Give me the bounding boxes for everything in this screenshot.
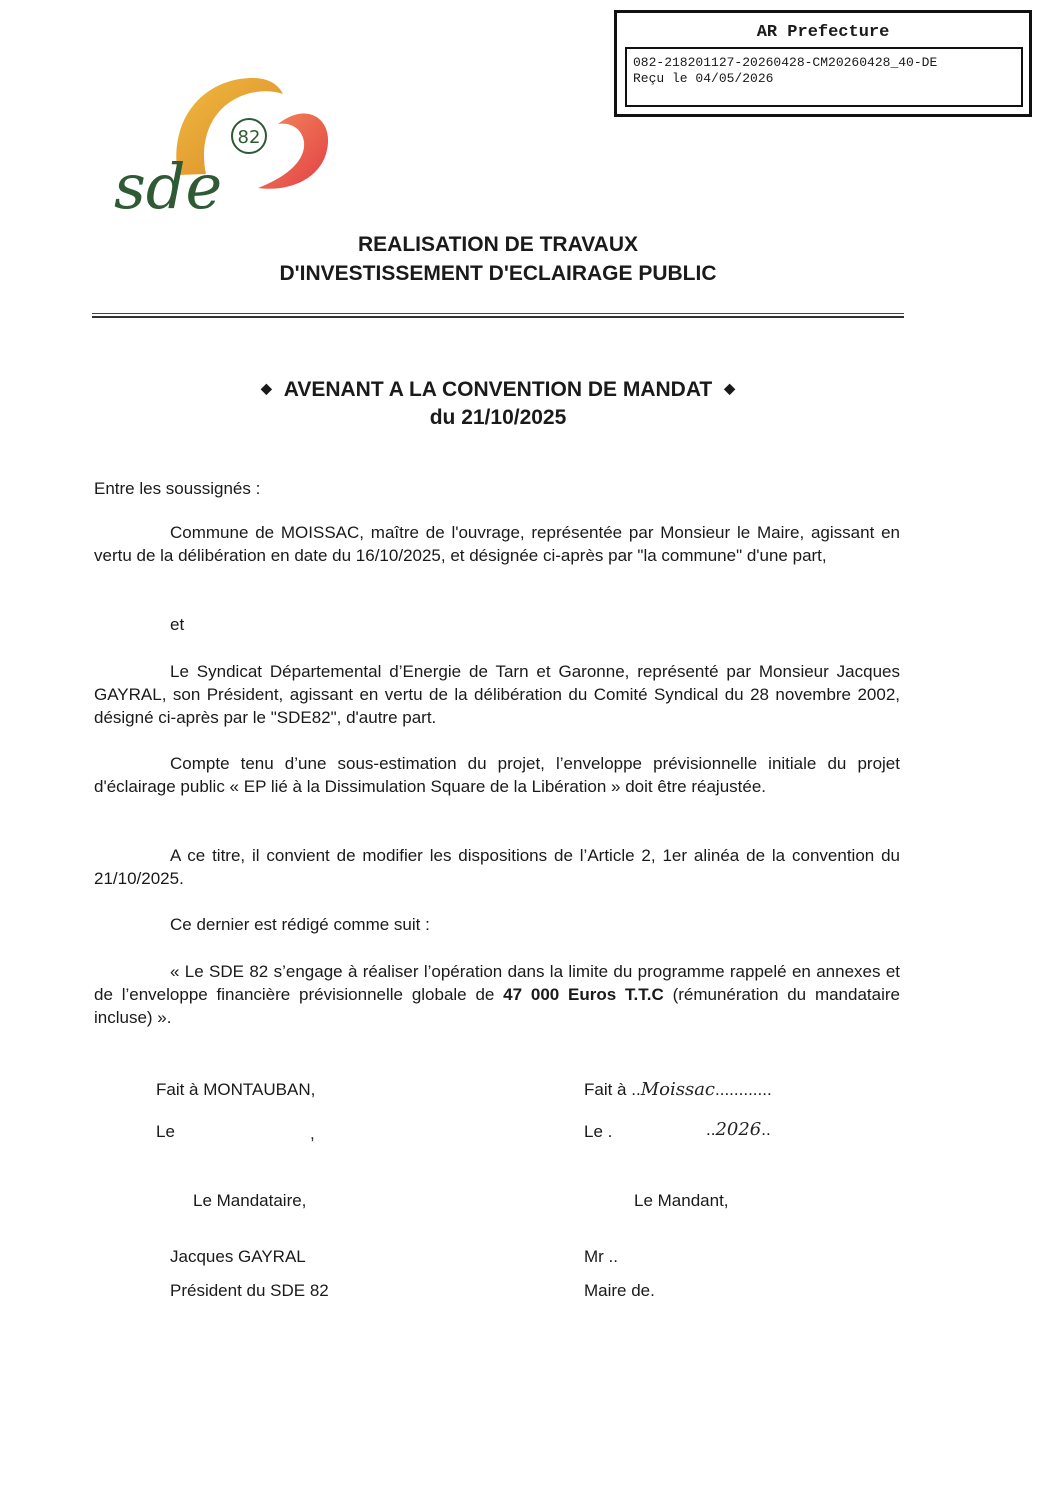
stamp-reference-box [625, 47, 1023, 107]
logo-sde-text: sde [114, 150, 223, 220]
intro-text: Entre les soussignés : [94, 479, 261, 498]
diamond-bullet-icon: ◆ [724, 380, 736, 396]
amended-clause [94, 960, 900, 1029]
context-paragraph: Compte tenu d’une sous-estimation du projet, l’enveloppe prévisionnelle initiale du projet d'éclairage public « EP lié à la Dissimulation Square de la Libération » doit être réajustée. [94, 754, 900, 796]
right-signatory-name: Mr .. [584, 1247, 618, 1266]
ar-prefecture-stamp [614, 10, 1032, 117]
right-signatory-title: Maire de. [584, 1281, 655, 1300]
logo-number: 82 [237, 127, 261, 148]
sde82-logo [108, 70, 338, 220]
left-signatory-name: Jacques GAYRAL [170, 1247, 306, 1266]
right-role: Le Mandant, [634, 1191, 729, 1210]
stamp-title: AR Prefecture [756, 23, 890, 42]
title-divider [92, 313, 904, 319]
stamp-reference: 082-218201127-20260428-CM20260428_40-DE [633, 55, 938, 70]
document-title-line-1: REALISATION DE TRAVAUX [357, 233, 638, 256]
right-date-label: Le . [584, 1122, 613, 1141]
amendment-title [92, 374, 904, 404]
left-date-comma: , [310, 1124, 315, 1143]
handwritten-year: 2026 [715, 1119, 762, 1140]
right-place-label: Fait à [584, 1080, 627, 1099]
party-commune: Commune de MOISSAC, maître de l'ouvrage, représentée par Monsieur le Maire, agissant en vertu de la délibération en date du 16/10/2025, et désignée ci-après par "la commune" d'une part, [94, 523, 900, 565]
party-sde82: Le Syndicat Départemental d’Energie de Tarn et Garonne, représenté par Monsieur Jacques GAYRAL, son Président, agissant en vertu de la délibération du Comité Syndical du 28 novembre 2002, désigné ci-après par le "SDE82", d'autre part. [94, 662, 900, 727]
amendment-date: du 21/10/2025 [429, 406, 567, 429]
drafted-text: Ce dernier est rédigé comme suit : [170, 915, 430, 934]
clause-text-1: « Le SDE 82 s’engage à réaliser l’opération dans la limite du programme rappelé en annexes et de l’enveloppe financière prévisionnelle globale de [94, 962, 900, 1004]
clause-amount: 47 000 Euros T.T.C [503, 985, 664, 1004]
handwritten-place: Moissac [640, 1079, 716, 1100]
left-place: Fait à MONTAUBAN, [156, 1080, 316, 1099]
and-text: et [170, 615, 185, 634]
clause-text-2: (rémunération du mandataire incluse) ». [94, 985, 900, 1027]
right-date-value: ..2026.. [706, 1119, 771, 1140]
modification-paragraph: A ce titre, il convient de modifier les dispositions de l’Article 2, 1er alinéa de la convention du 21/10/2025. [94, 846, 900, 888]
right-place: Fait à ..Moissac............ [584, 1079, 772, 1100]
left-signatory-title: Président du SDE 82 [170, 1281, 329, 1300]
document-title-line-2: D'INVESTISSEMENT D'ECLAIRAGE PUBLIC [279, 262, 717, 285]
diamond-bullet-icon: ◆ [260, 380, 272, 396]
amendment-title-text: AVENANT A LA CONVENTION DE MANDAT [283, 378, 713, 401]
left-role: Le Mandataire, [193, 1191, 307, 1210]
stamp-received-date: Reçu le 04/05/2026 [633, 71, 774, 86]
left-date-label: Le [156, 1122, 175, 1141]
